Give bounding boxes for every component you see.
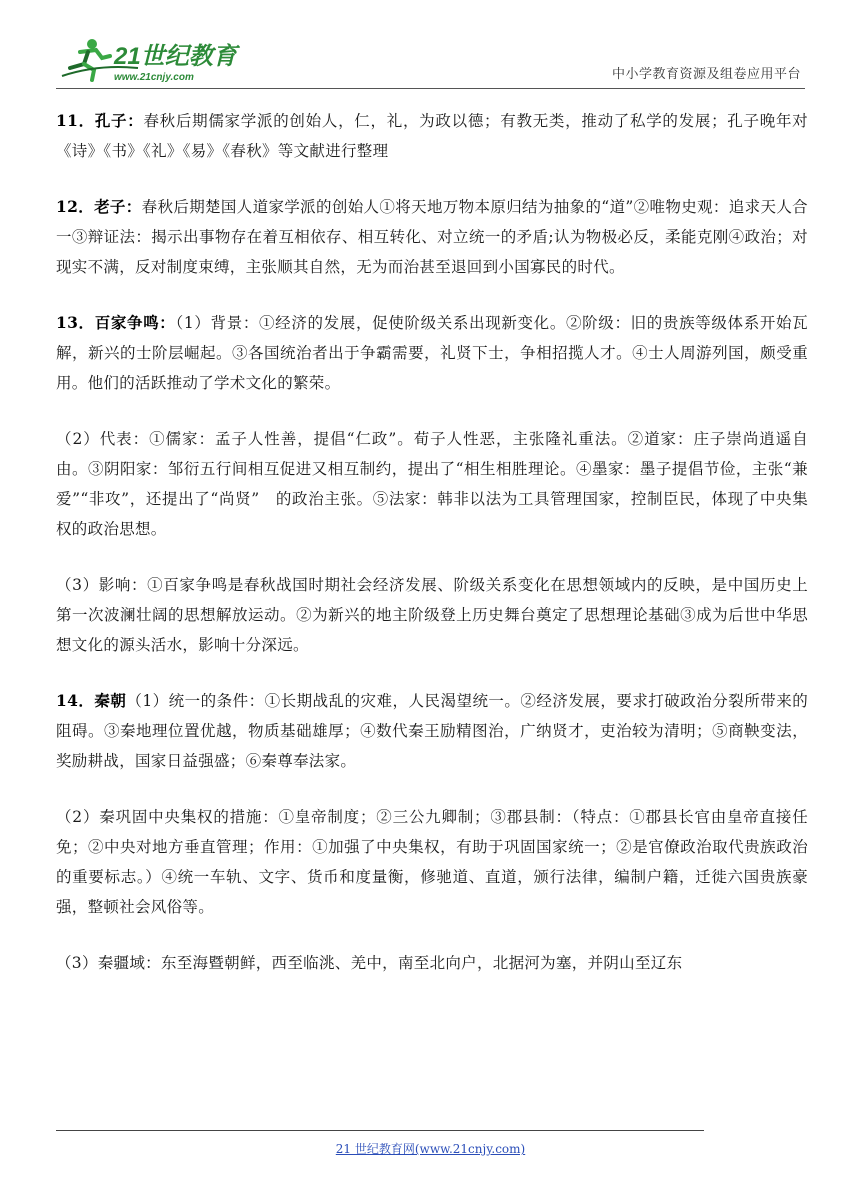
item-number: 14． — [56, 691, 95, 710]
item-term: 百家争鸣： — [94, 313, 176, 332]
item-term: 老子： — [94, 197, 142, 216]
logo-wordmark: 21世纪教育 — [114, 43, 237, 70]
logo-url: www.21cnjy.com — [114, 72, 194, 83]
item-text: （2）秦巩固中央集权的措施：①皇帝制度；②三公九卿制；③郡县制：（特点：①郡县长官由皇帝直接任免；②中央对地方垂直管理；作用：①加强了中央集权，有助于巩固国家统一；②是官僚政治取代贵族政治的重要标志。）④统一车轨、文字、货币和度量衡，修驰道、直道，颁行法律，编制户籍，迁徙六国贵族豪强，整顿社会风俗等。 — [56, 808, 808, 916]
item-text: （2）代表：①儒家：孟子人性善，提倡“仁政”。荀子人性恶，主张隆礼重法。②道家：庄子崇尚逍遥自由。③阴阳家：邹衍五行间相互促进又相互制约，提出了“相生相胜理论。④墨家：墨子提倡节俭，主张“兼爱”“非攻”，还提出了“尚贤” 的政治主张。⑤法家：韩非以法为工具管理国家，控制臣民，体现了中央集权的政治思想。 — [56, 430, 808, 538]
paragraph-qin-measures — [56, 802, 808, 922]
item-text: （3）影响：①百家争鸣是春秋战国时期社会经济发展、阶级关系变化在思想领域内的反映，是中国历史上第一次波澜壮阔的思想解放运动。②为新兴的地主阶级登上历史舞台奠定了思想理论基础③成为后世中华思想文化的源头活水，影响十分深远。 — [56, 576, 808, 654]
runner-logo-icon — [58, 34, 248, 86]
item-number: 12． — [56, 197, 95, 216]
paragraph-laozi — [56, 192, 808, 282]
item-text: （1）背景：①经济的发展，促使阶级关系出现新变化。②阶级：旧的贵族等级体系开始瓦解，新兴的士阶层崛起。③各国统治者出于争霸需要，礼贤下士，争相招揽人才。④士人周游列国，颇受重用。他们的活跃推动了学术文化的繁荣。 — [56, 314, 808, 392]
item-text: （3）秦疆域：东至海暨朝鲜，西至临洮、羌中，南至北向户，北据河为塞，并阴山至辽东 — [56, 954, 683, 972]
paragraph-kongzi — [56, 106, 808, 166]
item-text: 春秋后期楚国人道家学派的创始人①将天地万物本原归结为抽象的“道”②唯物史观：追求天人合一③辩证法：揭示出事物存在着互相依存、相互转化、对立统一的矛盾;认为物极必反，柔能克刚④政治；对现实不满，反对制度束缚，主张顺其自然，无为而治甚至退回到小国寡民的时代。 — [56, 198, 808, 276]
paragraph-qin-territory — [56, 948, 808, 978]
paragraph-qin-conditions — [56, 686, 808, 776]
item-term: 秦朝 — [94, 691, 127, 710]
item-text: （1）统一的条件：①长期战乱的灾难，人民渴望统一。②经济发展，要求打破政治分裂所带来的阻碍。③秦地理位置优越，物质基础雄厚；④数代秦王励精图治，广纳贤才，吏治较为清明；⑤商鞅变法，奖励耕战，国家日益强盛；⑥秦尊奉法家。 — [56, 692, 808, 770]
paragraph-baijia-background — [56, 308, 808, 398]
paragraph-baijia-influence — [56, 570, 808, 660]
site-logo[interactable] — [58, 34, 248, 86]
item-number: 13． — [56, 313, 95, 332]
item-text: 春秋后期儒家学派的创始人，仁，礼，为政以德；有教无类，推动了私学的发展；孔子晚年对《诗》《书》《礼》《易》《春秋》等文献进行整理 — [56, 112, 808, 160]
page-header — [56, 30, 805, 89]
platform-tagline: 中小学教育资源及组卷应用平台 — [611, 67, 801, 82]
footer-link[interactable]: 21 世纪教育网(www.21cnjy.com) — [335, 1142, 526, 1156]
item-term: 孔子： — [94, 111, 144, 130]
item-number: 11． — [56, 111, 95, 130]
document-body — [56, 106, 808, 1004]
paragraph-baijia-representatives — [56, 424, 808, 544]
footer-divider — [56, 1130, 704, 1131]
